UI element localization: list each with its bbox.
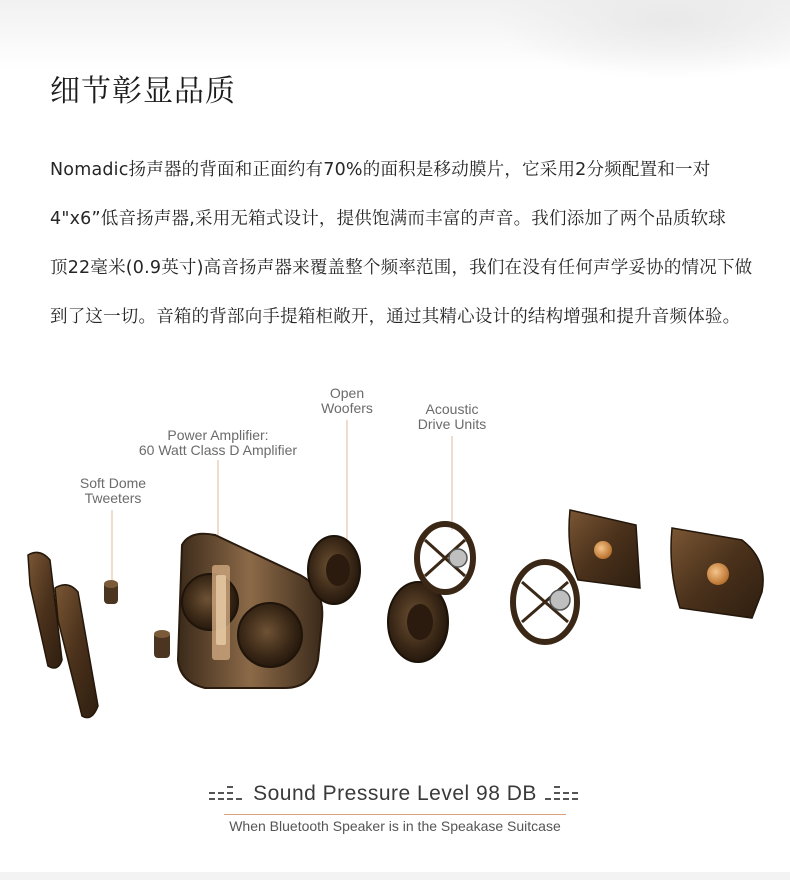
spl-subtitle: When Bluetooth Speaker is in the Speakase Suitcase <box>229 818 561 834</box>
callout-amplifier-line1: Power Amplifier: <box>167 427 269 443</box>
callout-tweeters-line2: Tweeters <box>84 490 142 506</box>
tweeter-lower <box>154 630 170 658</box>
callout-drive-units <box>406 402 498 432</box>
section-heading: 细节彰显品质 <box>50 74 236 109</box>
front-grille-plate-2 <box>671 528 763 618</box>
callout-tweeters-line1: Soft Dome <box>79 475 147 491</box>
exploded-speaker-diagram <box>0 370 790 750</box>
front-grille-plate-1 <box>569 510 640 588</box>
spl-title: Sound Pressure Level 98 DB <box>253 782 537 805</box>
open-woofer-upper <box>308 536 360 604</box>
drive-unit-lower <box>513 562 577 642</box>
spl-heading <box>0 782 790 806</box>
callout-amplifier <box>128 428 308 458</box>
callout-amplifier-line2: 60 Watt Class D Amplifier <box>138 442 298 458</box>
footer-divider <box>224 814 566 815</box>
callout-drive-units-line1: Acoustic <box>425 401 479 417</box>
callout-tweeters <box>60 476 166 506</box>
description-line: Nomadic扬声器的背面和正面约有70%的面积是移动膜片，它采用2分频配置和一对 <box>50 160 711 180</box>
equalizer-right-icon <box>545 786 581 802</box>
speaker-frame-with-amplifier <box>178 534 322 688</box>
drive-unit-upper <box>417 524 473 592</box>
bottom-band <box>0 872 790 880</box>
tweeter-upper <box>104 580 118 604</box>
equalizer-left-icon <box>209 786 245 802</box>
description-line: 顶22毫米(0.9英寸)高音扬声器来覆盖整个频率范围，我们在没有任何声学妥协的情况下做 <box>50 258 753 278</box>
callout-drive-units-line2: Drive Units <box>417 416 487 432</box>
callout-woofers-line2: Woofers <box>321 400 373 416</box>
callout-woofers-line1: Open <box>329 385 365 401</box>
description-paragraph <box>50 146 760 342</box>
description-line: 4"x6”低音扬声器,采用无箱式设计，提供饱满而丰富的声音。我们添加了两个品质软球 <box>50 209 726 229</box>
description-line: 到了这一切。音箱的背部向手提箱柜敞开，通过其精心设计的结构增强和提升音频体验。 <box>50 307 741 327</box>
speaker-parts-illustration <box>0 370 790 750</box>
callout-woofers <box>306 386 388 416</box>
